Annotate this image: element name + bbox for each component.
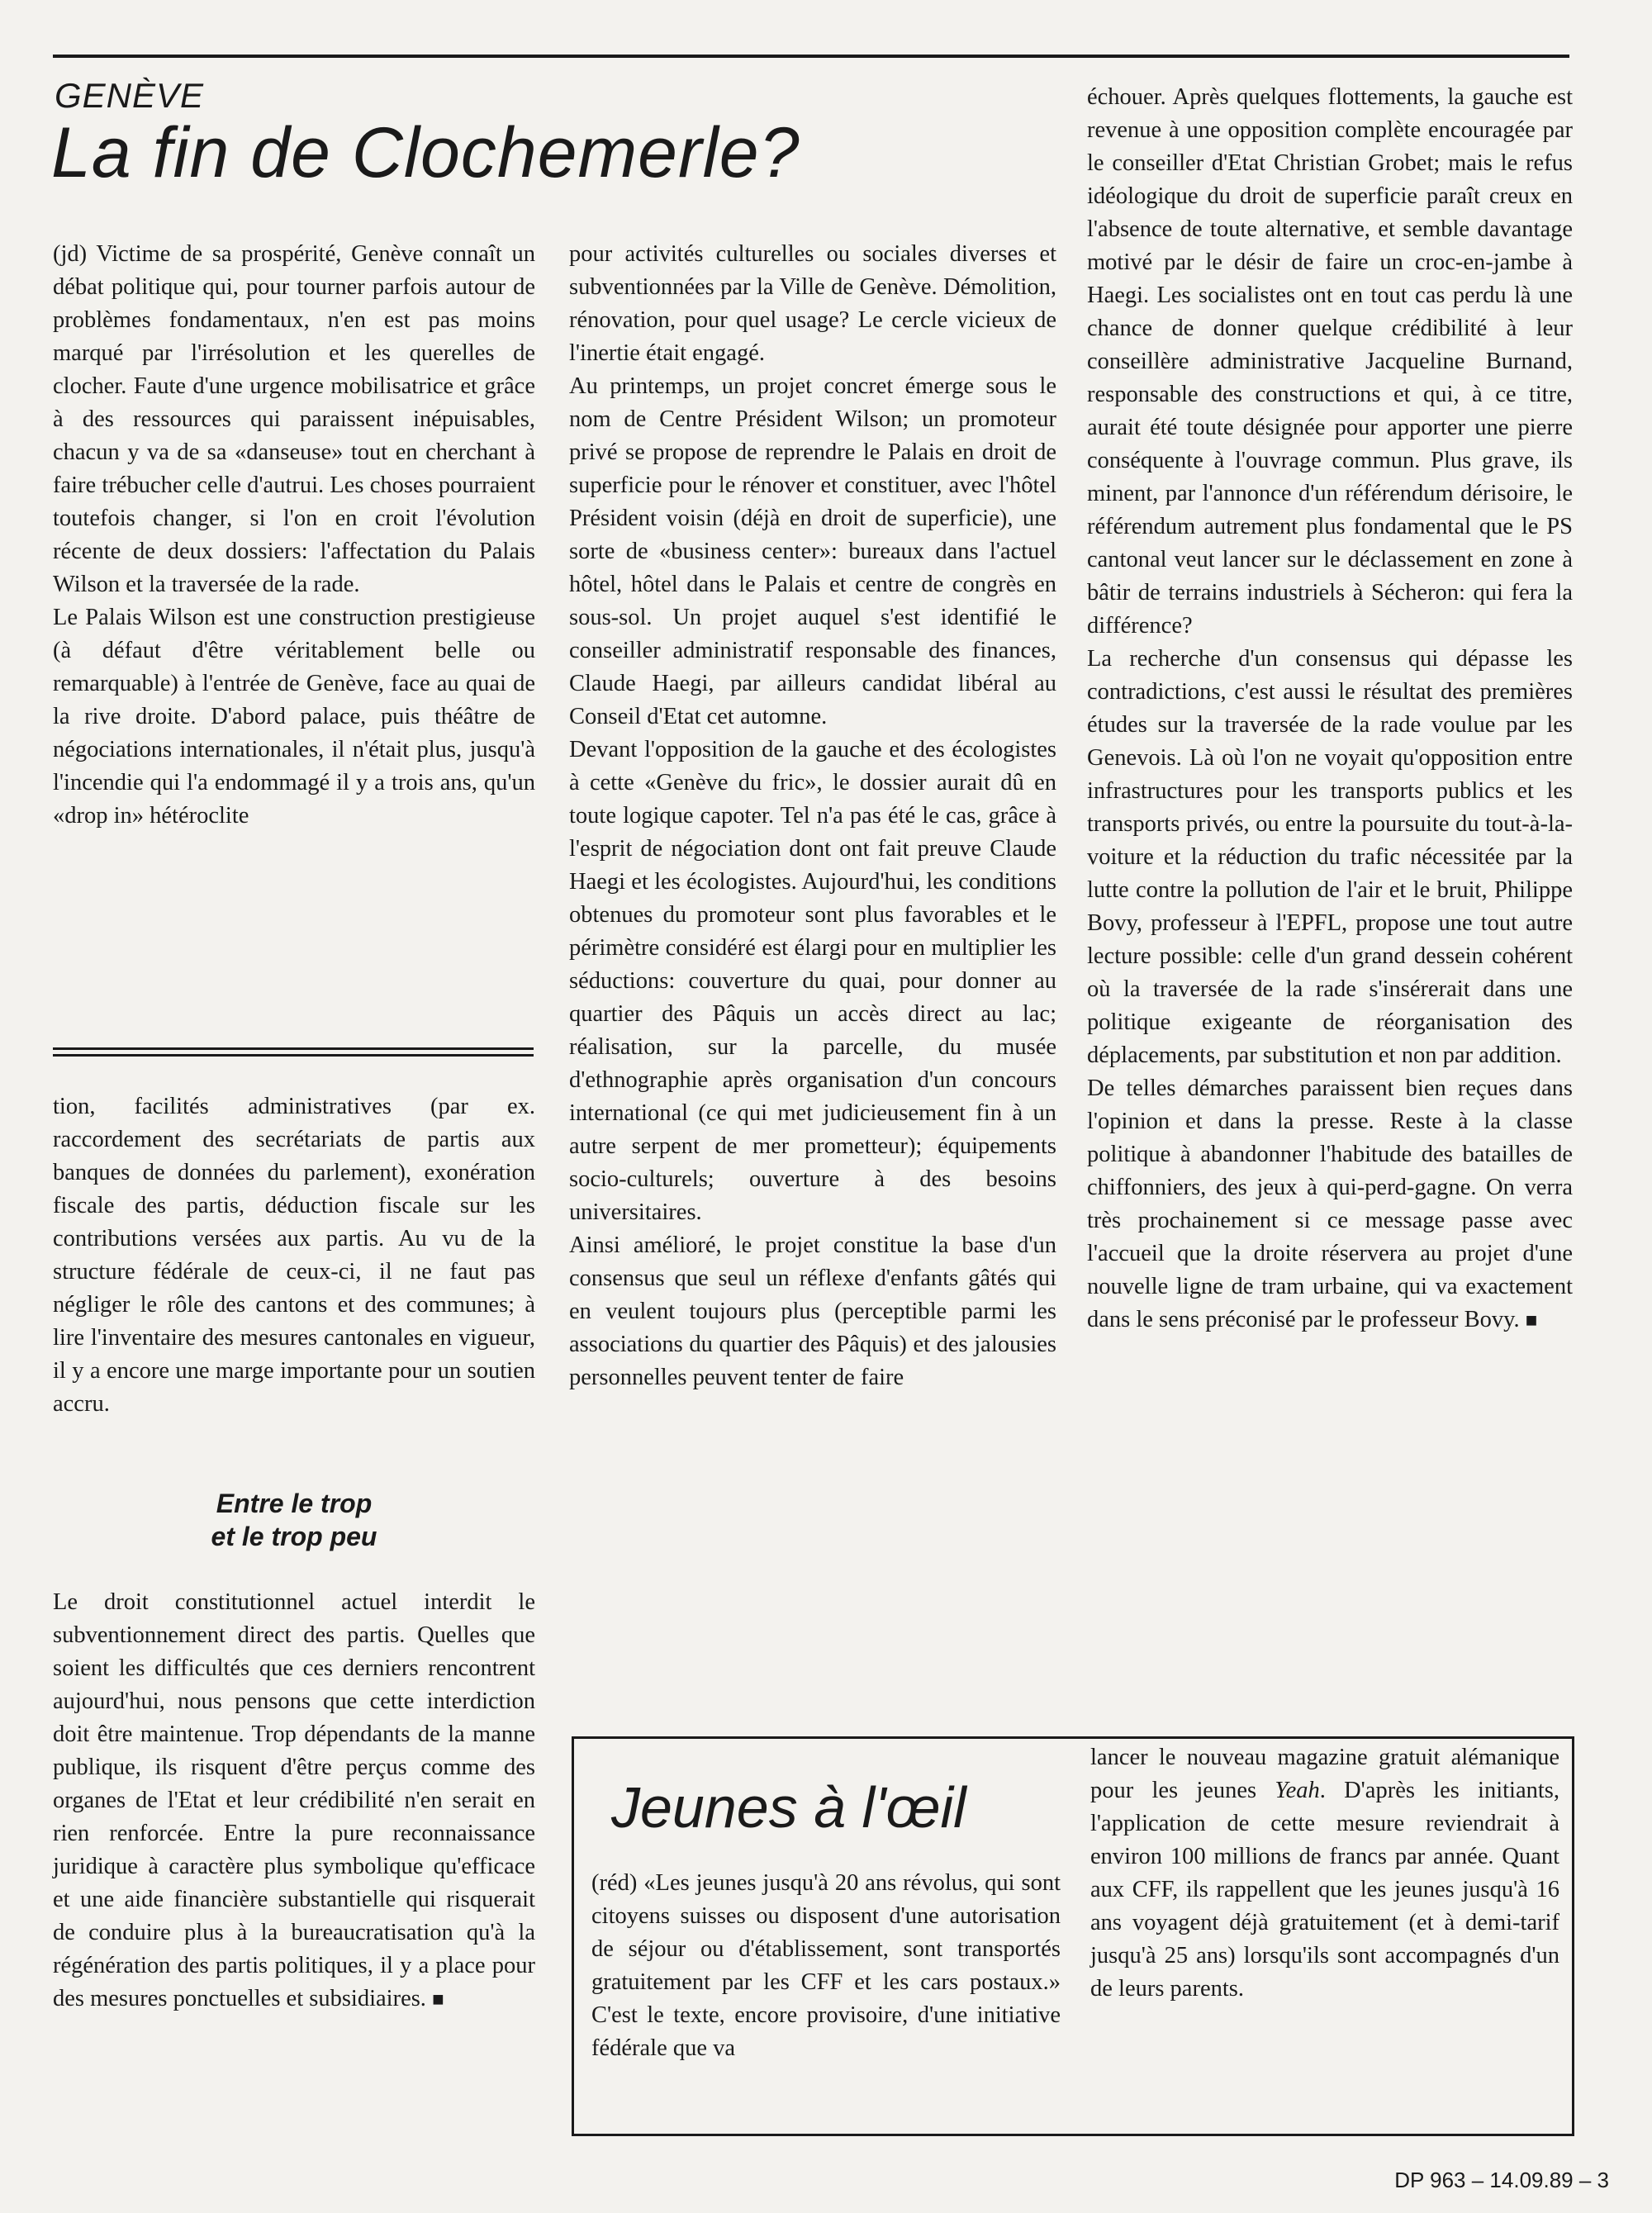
column-separator-rule	[53, 1047, 534, 1050]
top-rule	[53, 55, 1569, 58]
previous-article-subhead	[53, 1487, 535, 1553]
article-paragraph-last	[1087, 1072, 1573, 1337]
continuation-paragraph: tion, facilités administratives (par ex. raccordement des secrétariats de partis aux banques de données du parlement), exonération fiscale des partis, déduction fiscale sur les contributions versées aux partis. Au vu de la structure fédérale de ceux-ci, il ne faut pas négliger le rôle des cantons et des communes; à lire l'inventaire des mesures cantonales en vigueur, il y a encore une marge importante pour un soutien accru.	[53, 1094, 535, 1417]
article-paragraph-text: De telles démarches paraissent bien reçues dans l'opinion et dans la presse. Reste à la classe politique à abandonner l'habitude des batailles de chiffonniers, des jeux à qui-perd-gagne. On verra très prochainement si ce message passe avec l'accueil que la droite réservera au projet d'une nouvelle ligne de tram urbaine, qui va exactement dans le sens préconisé par le professeur Bovy.	[1087, 1076, 1573, 1332]
article-column-1	[53, 238, 535, 833]
boxed-article-paragraph	[1090, 1741, 1559, 2006]
column-separator-rule	[53, 1054, 534, 1057]
article-paragraph: échouer. Après quelques flottements, la gauche est revenue à une opposition complète encouragée par le conseiller d'Etat Christian Grobet; mais le refus idéologique du droit de superficie paraît creux en l'absence de toute alternative, et semble davantage motivé par le désir de faire un croc-en-jambe à Haegi. Les socialistes ont en tout cas perdu là une chance de donner quelque crédibilité à leur conseillère administrative Jacqueline Burnand, responsable des constructions et qui, à ce titre, aurait été toute désignée pour apporter une pierre conséquente à l'ouvrage commun. Plus grave, ils minent, par l'annonce d'un référendum dérisoire, le référendum autrement plus fondamental que le PS cantonal veut lancer sur le déclassement en zone à bâtir de terrains industriels à Sécheron: qui fera la différence?	[1087, 84, 1573, 639]
end-of-article-mark: ■	[432, 1989, 444, 2011]
boxed-article-column-2	[1090, 1741, 1559, 2006]
article-paragraph: Devant l'opposition de la gauche et des écologistes à cette «Genève du fric», le dossier aurait dû en toute logique capoter. Tel n'a pas été le cas, grâce à l'esprit de négociation dont ont fait preuve Claude Haegi et les écologistes. Aujourd'hui, les conditions obtenues du promoteur sont plus favorables et le périmètre considéré est élargi pour en multiplier les séductions: couverture du quai, pour donner au quartier des Pâquis un accès direct au lac; réalisation, sur la parcelle, du musée d'ethnographie après organisation d'un concours international (ce qui met judicieusement fin à un autre serpent de mer prometteur); équipements socio-culturels; ouverture à des besoins universitaires.	[569, 737, 1056, 1225]
article-headline: La fin de Clochemerle?	[51, 113, 800, 192]
boxed-text: . D'après les initiants, l'application de cette mesure reviendrait à environ 100 millions de francs par année. Quant aux CFF, ils rappellent que les jeunes jusqu'à 16 ans voyagent déjà gratuitement (et à demi-tarif jusqu'à 25 ans) lorsqu'ils sont accompagnés d'un de leurs parents.	[1090, 1778, 1559, 2002]
article-paragraph: Le Palais Wilson est une construction prestigieuse (à défaut d'être véritablement belle ou remarquable) à l'entrée de Genève, face au quai de la rive droite. D'abord palace, puis théâtre de négociations internationales, il n'était plus, jusqu'à l'incendie qui l'a endommagé il y a trois ans, qu'un «drop in» hétéroclite	[53, 605, 535, 829]
boxed-article-title: Jeunes à l'œil	[611, 1775, 966, 1840]
article-kicker: GENÈVE	[55, 76, 205, 115]
subhead-line: Entre le trop	[216, 1489, 373, 1518]
previous-article-continuation	[53, 1090, 535, 1421]
article-column-2	[569, 238, 1056, 1394]
magazine-name: Yeah	[1275, 1778, 1320, 1803]
subhead-line: et le trop peu	[211, 1522, 377, 1551]
previous-article-section	[53, 1586, 535, 2016]
end-of-article-mark: ■	[1525, 1310, 1538, 1332]
previous-article-text: Le droit constitutionnel actuel interdit le subventionnement direct des partis. Quelles que soient les difficultés que ces derniers rencontrent aujourd'hui, nous pensons que cette interdiction doit être maintenue. Trop dépendants de la manne publique, ils risquent d'être perçus comme des organes de l'Etat et leur crédibilité n'en serait en rien renforcée. Entre la pure reconnaissance juridique à caractère plus symbolique qu'efficace et une aide financière substantielle qui risquerait de conduire plus à la bureaucratisation qu'à la régénération des partis politiques, il y a place pour des mesures ponctuelles et subsidiaires.	[53, 1589, 535, 2011]
article-paragraph: La recherche d'un consensus qui dépasse les contradictions, c'est aussi le résultat des premières études sur la traversée de la rade voulue par les Genevois. Là où l'on ne voyait qu'opposition entre infrastructures pour les transports publics et les transports privés, ou entre la poursuite du tout-à-la-voiture et la réduction du trafic nécessitée par la lutte contre la pollution de l'air et le bruit, Philippe Bovy, professeur à l'EPFL, propose une tout autre lecture possible: celle d'un grand dessein cohérent où la traversée de la rade s'insérerait dans une politique exigeante de réorganisation des déplacements, par substitution et non par addition.	[1087, 646, 1573, 1068]
boxed-article-column-1	[591, 1867, 1061, 2065]
article-paragraph: pour activités culturelles ou sociales diverses et subventionnées par la Ville de Genève. Démolition, rénovation, pour quel usage? Le cercle vicieux de l'inertie était engagé.	[569, 241, 1056, 366]
article-paragraph: Au printemps, un projet concret émerge sous le nom de Centre Président Wilson; un promoteur privé se propose de reprendre le Palais en droit de superficie pour le rénover et constituer, avec l'hôtel Président voisin (déjà en droit de superficie), une sorte de «business center»: bureaux dans l'actuel hôtel, hôtel dans le Palais et centre de congrès en sous-sol. Un projet auquel s'est identifié le conseiller administratif responsable des finances, Claude Haegi, par ailleurs candidat libéral au Conseil d'Etat cet automne.	[569, 373, 1056, 729]
page-folio: DP 963 – 14.09.89 – 3	[1394, 2168, 1609, 2192]
boxed-text: lancer le nouveau magazine gratuit alémanique pour les jeunes	[1090, 1745, 1559, 1803]
article-paragraph: (jd) Victime de sa prospérité, Genève connaît un débat politique qui, pour tourner parfois autour de problèmes fondamentaux, n'en est pas moins marqué par l'irrésolution et les querelles de clocher. Faute d'une urgence mobilisatrice et grâce à des ressources qui paraissent inépuisables, chacun y va de sa «danseuse» tout en cherchant à faire trébucher celle d'autrui. Les choses pourraient toutefois changer, si l'on en croit l'évolution récente de deux dossiers: l'affectation du Palais Wilson et la traversée de la rade.	[53, 241, 535, 597]
article-column-3	[1087, 81, 1573, 1337]
previous-article-paragraph	[53, 1586, 535, 2016]
article-paragraph: Ainsi amélioré, le projet constitue la base d'un consensus que seul un réflexe d'enfants gâtés qui en veulent toujours plus (perceptible parmi les associations du quartier des Pâquis) et des jalousies personnelles peuvent tenter de faire	[569, 1232, 1056, 1390]
boxed-article-paragraph: (réd) «Les jeunes jusqu'à 20 ans révolus, qui sont citoyens suisses ou disposent d'une autorisation de séjour ou d'établissement, sont transportés gratuitement par les CFF et les cars postaux.» C'est le texte, encore provisoire, d'une initiative fédérale que va	[591, 1870, 1061, 2061]
